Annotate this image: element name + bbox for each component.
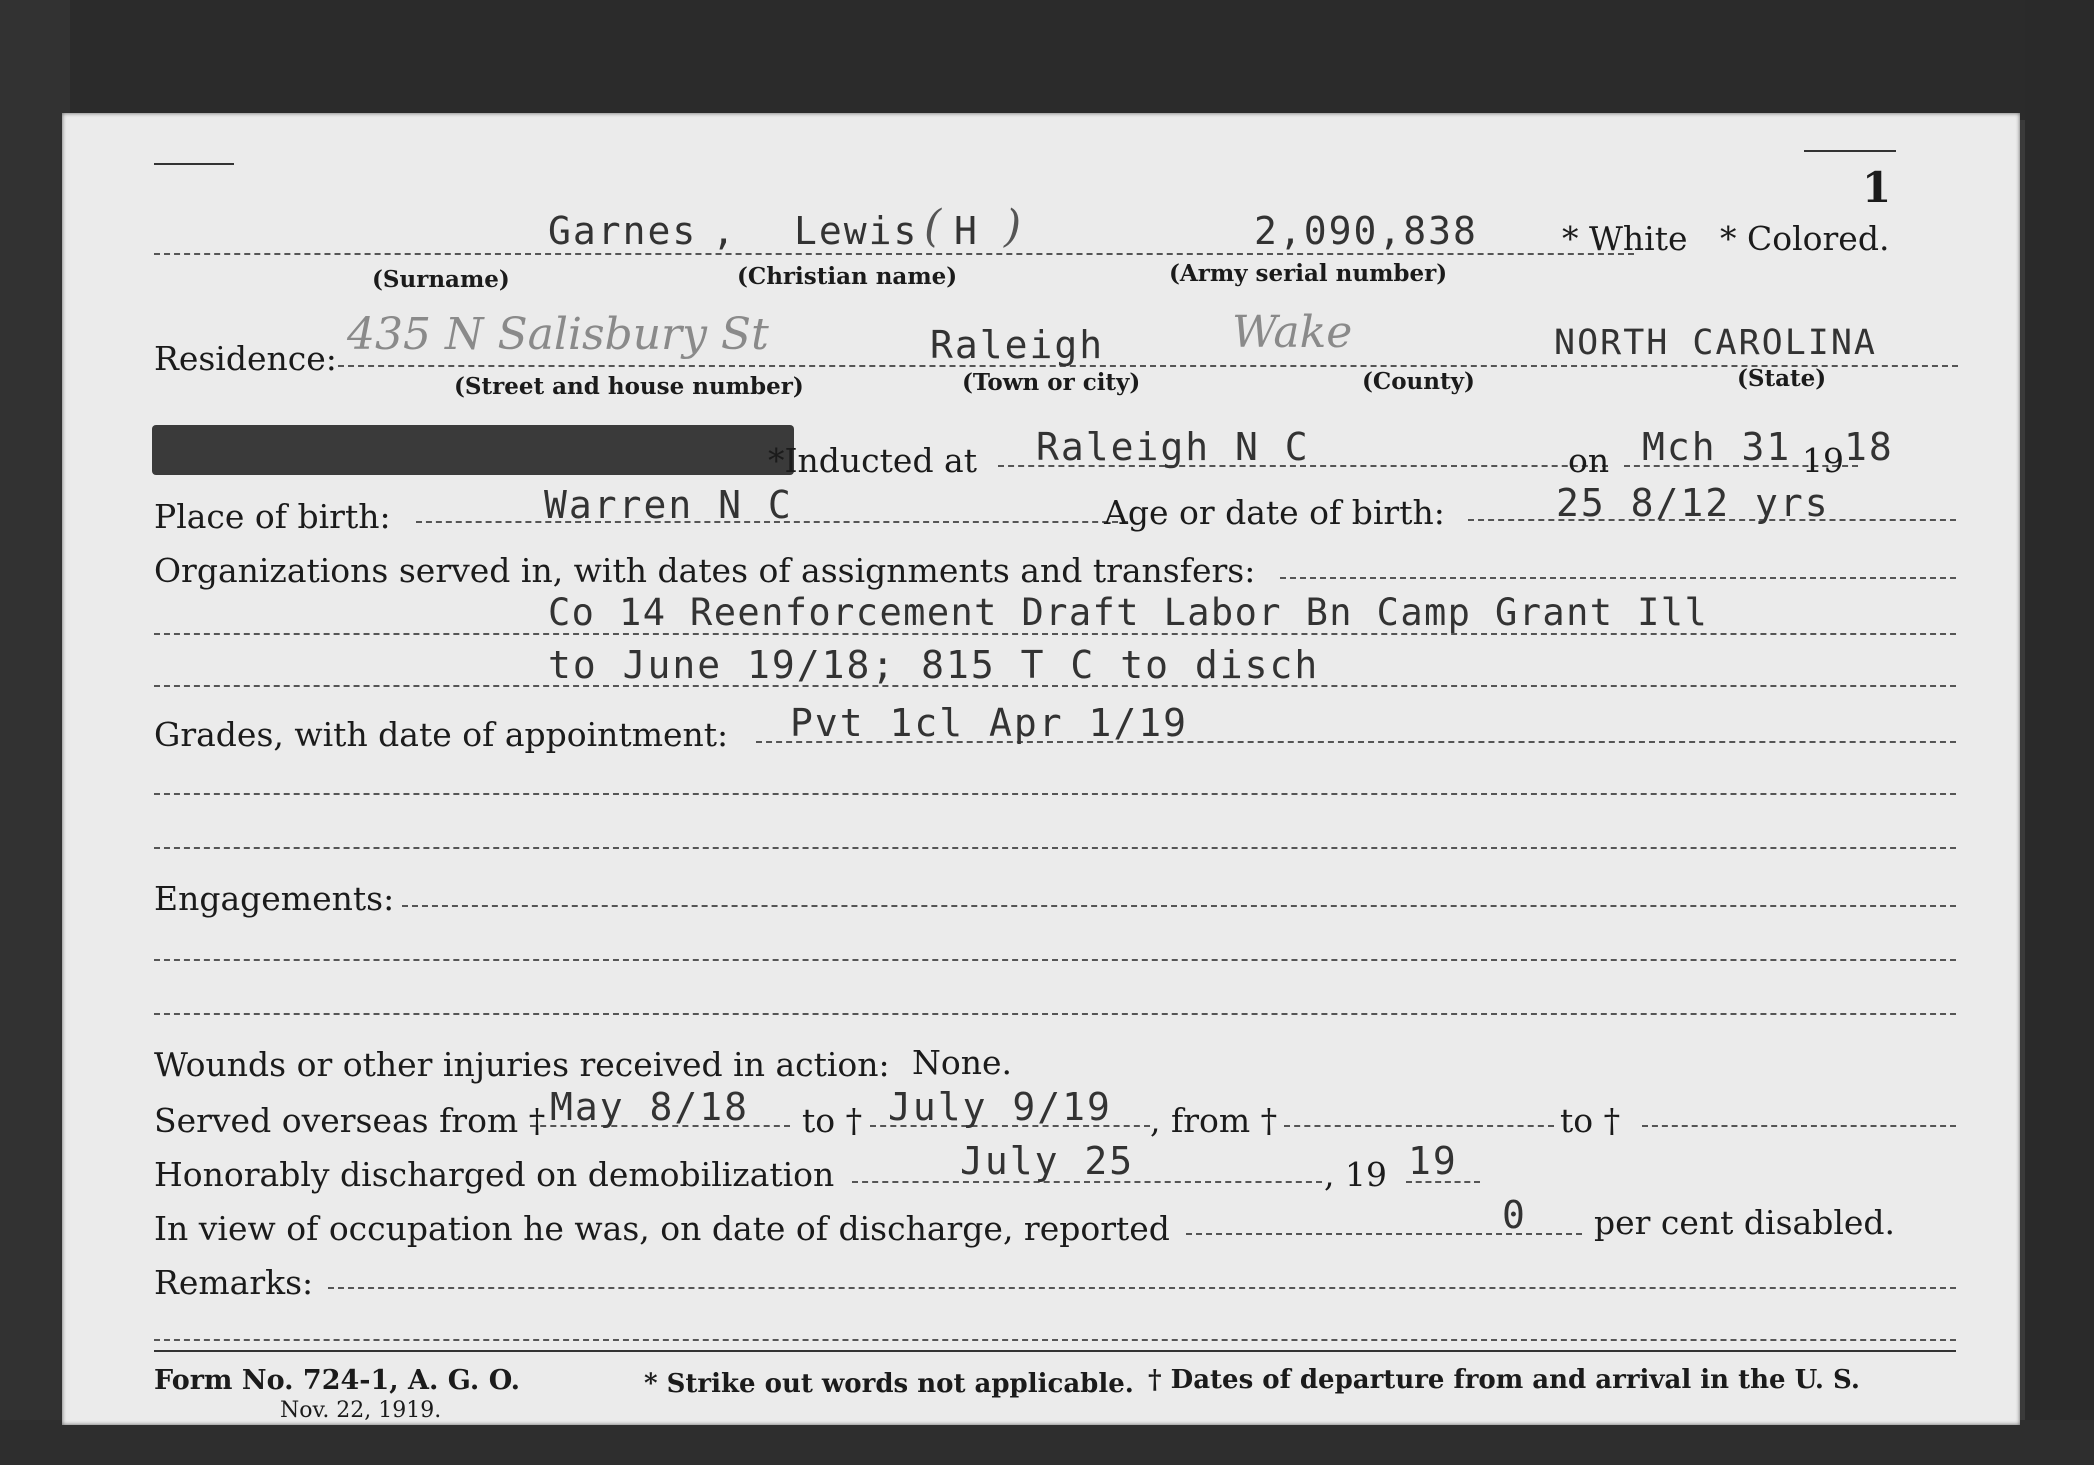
inducted-place-value: Raleigh N C — [1036, 425, 1310, 469]
scan-background-right — [2025, 0, 2094, 1465]
age-value: 25 8/12 yrs — [1556, 481, 1830, 525]
disability-suffix: per cent disabled. — [1594, 1203, 1896, 1242]
overseas-to2-label: to † — [1560, 1101, 1621, 1140]
induction-date-value: Mch 31 — [1642, 425, 1792, 469]
residence-state-value: NORTH CAROLINA — [1554, 323, 1878, 363]
grades-value: Pvt 1cl Apr 1/19 — [790, 701, 1189, 745]
christian-name-value: Lewis — [794, 209, 919, 253]
place-of-birth-label: Place of birth: — [154, 497, 391, 536]
place-of-birth-value: Warren N C — [544, 483, 793, 527]
residence-town-value: Raleigh — [930, 323, 1105, 367]
top-left-rule — [154, 163, 234, 165]
grades-line-2 — [154, 847, 1956, 849]
engagements-line-2 — [154, 1013, 1956, 1015]
disability-percent-value: 0 — [1502, 1193, 1527, 1237]
race-colored-option: * Colored. — [1720, 219, 1890, 258]
overseas-from2-line — [1284, 1125, 1554, 1127]
remarks-line-1 — [154, 1339, 1956, 1341]
form-date: Nov. 22, 1919. — [280, 1398, 442, 1423]
scan-background-left — [0, 0, 70, 1465]
organizations-line-0 — [1280, 577, 1956, 579]
remarks-line-0 — [328, 1287, 1956, 1289]
induction-year-suffix: 18 — [1844, 425, 1894, 469]
residence-label: Residence: — [154, 339, 337, 378]
inducted-label: *Inducted at — [768, 441, 977, 480]
middle-initial-value: H — [954, 209, 979, 253]
overseas-from2-label: , from † — [1150, 1101, 1278, 1140]
organizations-value-line1: Co 14 Reenforcement Draft Labor Bn Camp Grant Ill — [548, 591, 1709, 634]
state-caption: (State) — [1737, 365, 1827, 392]
grades-line-1 — [154, 793, 1956, 795]
service-record-card — [62, 113, 2020, 1425]
overseas-to-date: July 9/19 — [888, 1085, 1112, 1129]
middle-initial-paren-open: ( — [924, 201, 942, 252]
discharge-date-value: July 25 — [960, 1139, 1135, 1183]
footer-rule — [154, 1350, 1956, 1352]
age-label: Age or date of birth: — [1104, 493, 1445, 532]
engagements-line-0 — [402, 905, 1956, 907]
grades-label: Grades, with date of appointment: — [154, 715, 729, 754]
christian-name-caption: (Christian name) — [737, 263, 958, 290]
residence-street-value: 435 N Salisbury St — [347, 309, 769, 360]
organizations-value-line2: to June 19/18; 815 T C to disch — [548, 643, 1320, 687]
serial-caption: (Army serial number) — [1169, 260, 1448, 287]
top-right-rule — [1804, 150, 1896, 152]
on-label: on — [1568, 441, 1610, 480]
residence-line — [338, 365, 1958, 367]
engagements-line-1 — [154, 959, 1956, 961]
street-caption: (Street and house number) — [454, 373, 804, 400]
town-caption: (Town or city) — [962, 369, 1141, 396]
discharge-label: Honorably discharged on demobilization — [154, 1155, 835, 1194]
scan-background-bottom — [0, 1420, 2094, 1465]
surname-comma: , — [712, 209, 737, 253]
footer-note-strike-out: * Strike out words not applicable. — [644, 1369, 1134, 1399]
wounds-label: Wounds or other injuries received in action: — [154, 1045, 890, 1084]
surname-caption: (Surname) — [372, 266, 510, 293]
remarks-label: Remarks: — [154, 1263, 314, 1302]
county-caption: (County) — [1362, 368, 1475, 395]
wounds-value: None. — [912, 1043, 1013, 1082]
surname-value: Garnes — [548, 209, 698, 253]
disability-label: In view of occupation he was, on date of discharge, reported — [154, 1209, 1170, 1248]
scan-background-top — [0, 0, 2094, 120]
serial-number-value: 2,090,838 — [1254, 209, 1478, 253]
overseas-to2-line — [1642, 1125, 1956, 1127]
form-number: Form No. 724-1, A. G. O. — [154, 1365, 521, 1396]
organizations-label: Organizations served in, with dates of assignments and transfers: — [154, 551, 1256, 590]
discharge-year-value: 19 — [1408, 1139, 1458, 1183]
page-number: 1 — [1862, 163, 1892, 212]
residence-county-value: Wake — [1232, 307, 1353, 358]
engagements-label: Engagements: — [154, 879, 395, 918]
name-line — [154, 253, 1634, 255]
discharge-year-prefix: , 19 — [1324, 1155, 1387, 1194]
overseas-from-date: May 8/18 — [550, 1085, 750, 1129]
overseas-from-label: Served overseas from † — [154, 1101, 546, 1140]
middle-initial-paren-close: ) — [1004, 201, 1022, 252]
footer-note-dates: † Dates of departure from and arrival in the U. S. — [1148, 1365, 1860, 1395]
overseas-to-label: to † — [802, 1101, 863, 1140]
induction-year-prefix: 19 — [1802, 441, 1844, 480]
race-white-option: * White — [1562, 219, 1688, 258]
enlistment-strikeout-mark — [152, 425, 794, 475]
